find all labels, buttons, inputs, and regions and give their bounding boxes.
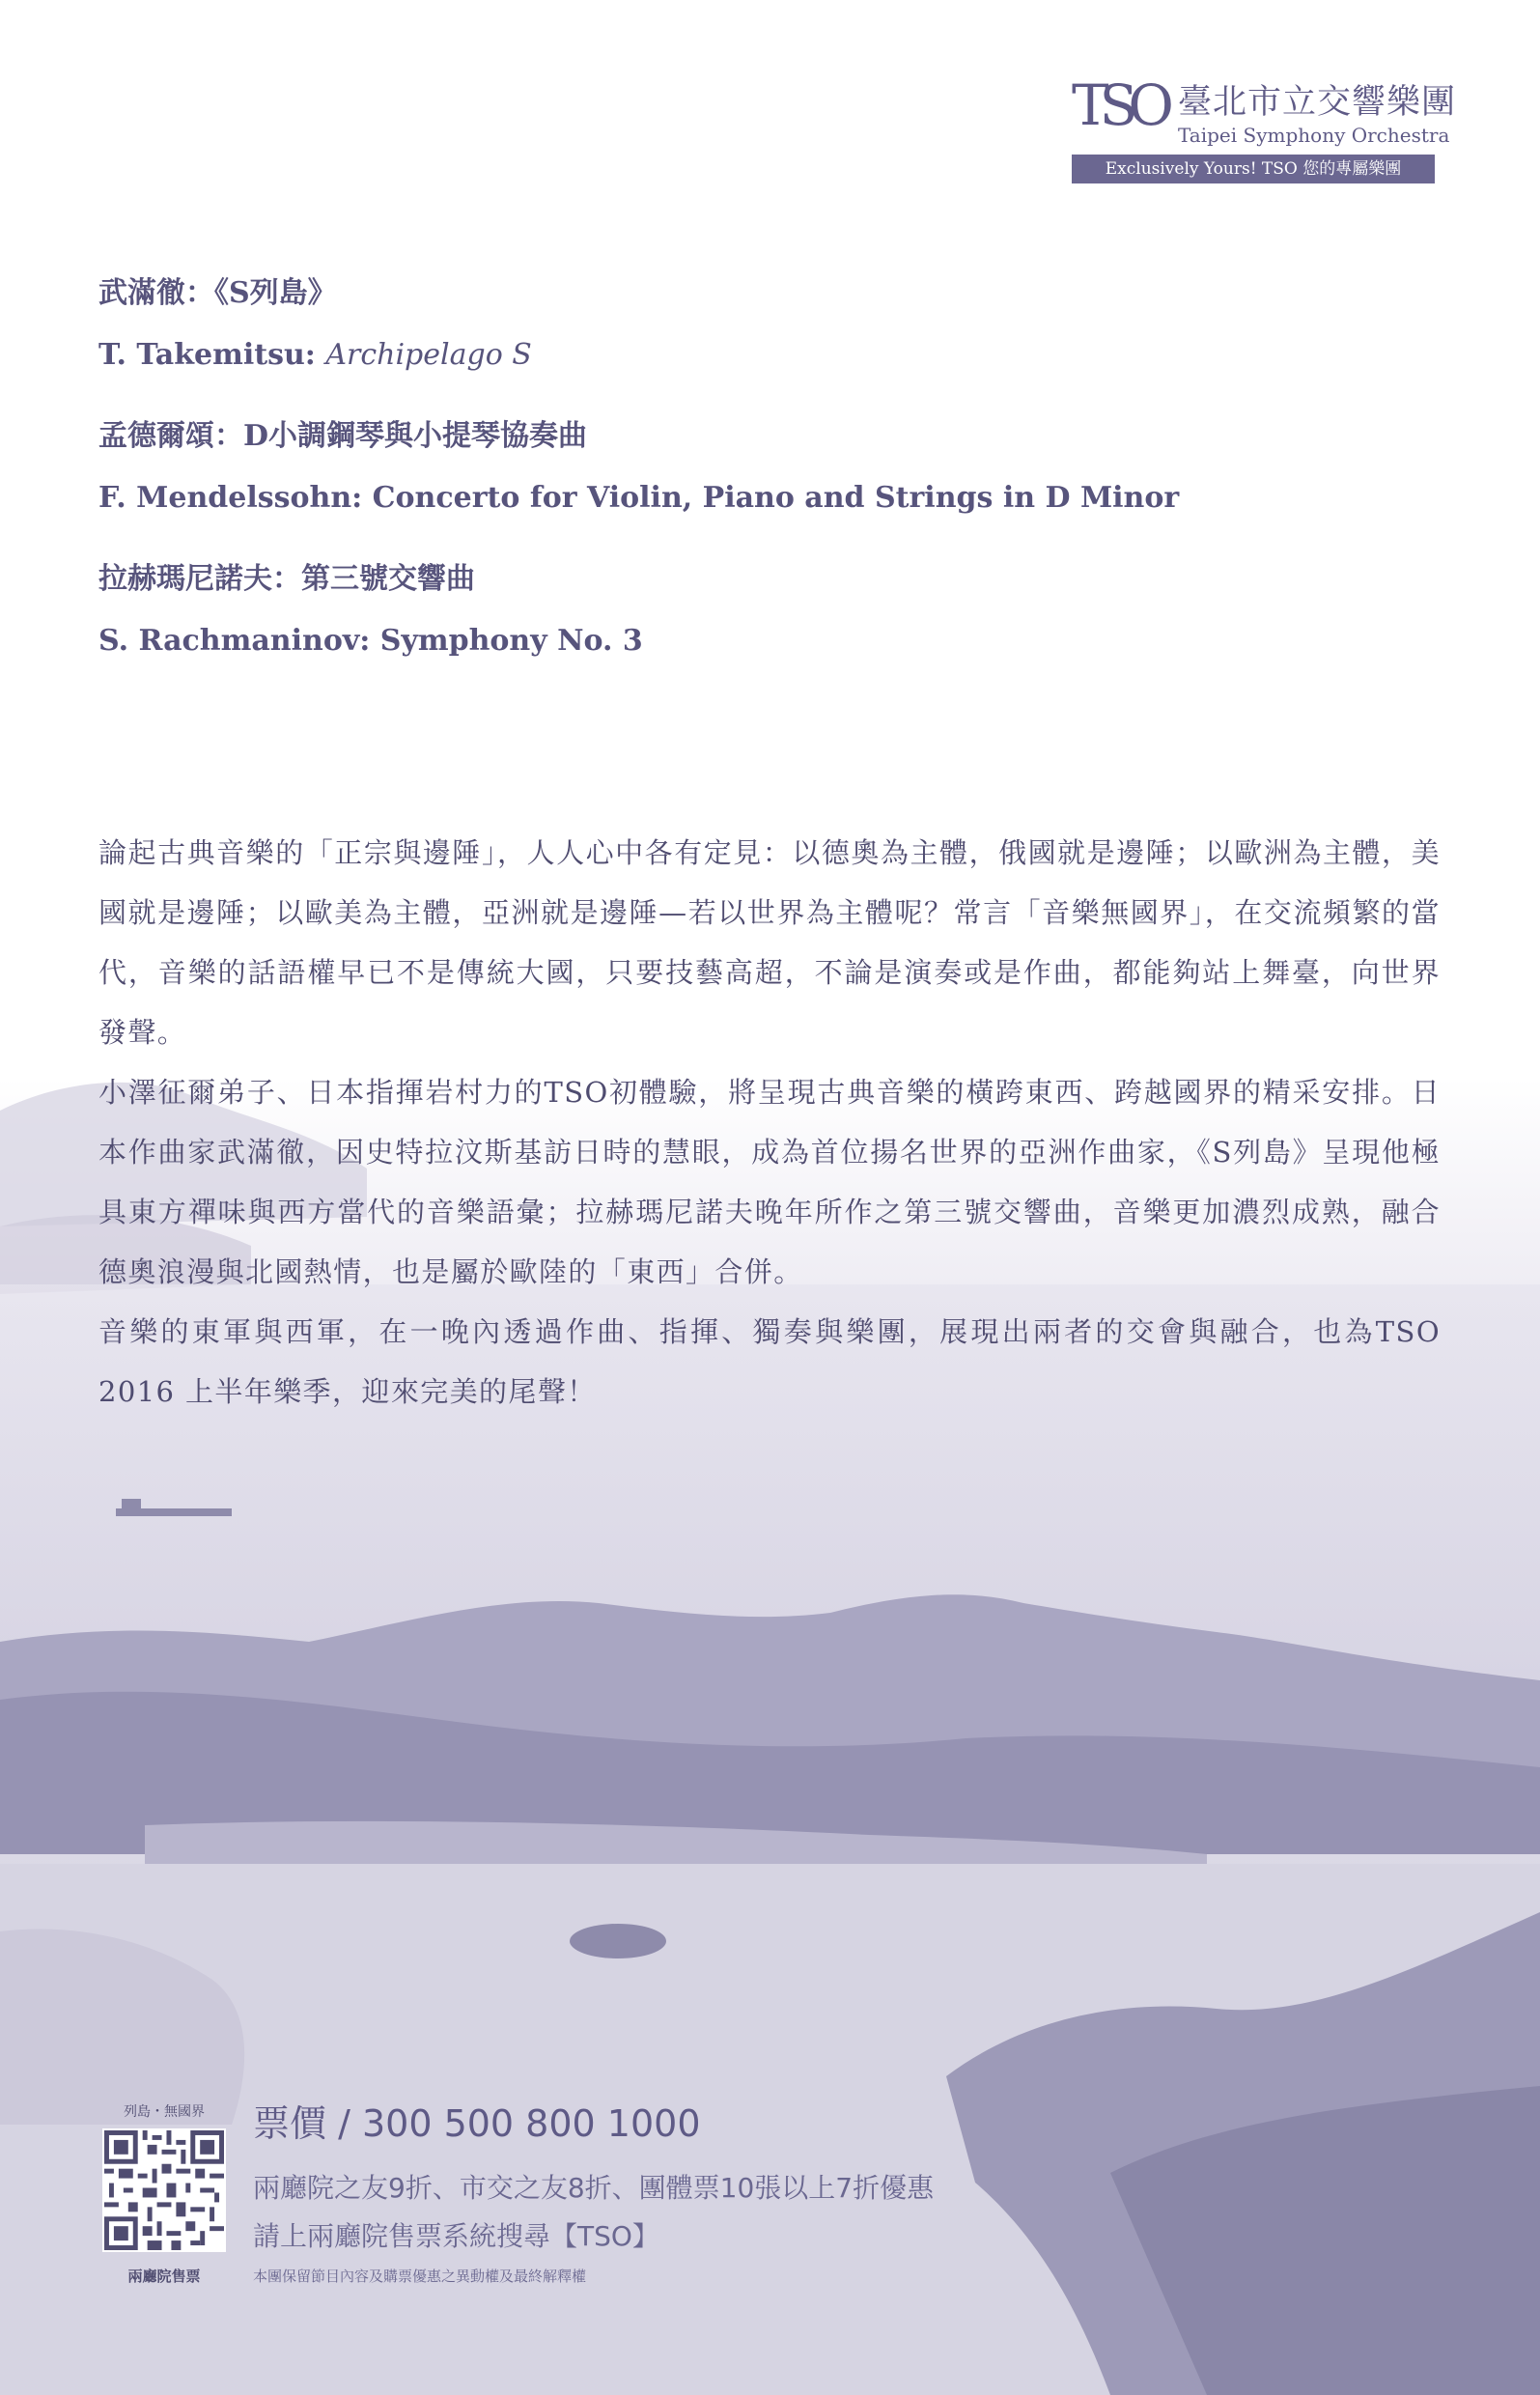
tso-logo	[1072, 70, 1457, 185]
work-title-en	[98, 334, 1354, 377]
orchestra-tagline: Exclusively Yours! TSO 您的專屬樂團	[1072, 155, 1435, 183]
program-item-rachmaninov	[98, 558, 1354, 662]
program-list	[98, 272, 1354, 701]
discount-info: 兩廳院之友9折、市交之友8折、團體票10張以上7折優惠	[253, 2172, 935, 2204]
disclaimer-note: 本團保留節目內容及購票優惠之異動權及最終解釋權	[253, 2268, 587, 2285]
work-title-zh: 拉赫瑪尼諾夫：第三號交響曲	[98, 562, 475, 596]
ticket-price: 票價 / 300 500 800 1000	[253, 2102, 701, 2145]
work-title-en	[98, 620, 1354, 662]
purchase-info: 請上兩廳院售票系統搜尋【TSO】	[253, 2220, 659, 2252]
work-title-italic: Archipelago S	[325, 338, 532, 372]
program-item-mendelssohn	[98, 415, 1354, 520]
qr-caption-bottom: 兩廳院售票	[127, 2268, 201, 2285]
ticket-qr-code[interactable]	[102, 2128, 226, 2252]
orchestra-name-zh: 臺北市立交響樂團	[1178, 83, 1457, 122]
work-title-en	[98, 477, 1354, 520]
work-title-zh: 孟德爾頌：D小調鋼琴與小提琴協奏曲	[98, 419, 588, 453]
work-title-zh: 武滿徹：《S列島》	[98, 276, 337, 310]
description-paragraph: 論起古典音樂的「正宗與邊陲」，人人心中各有定見：以德奧為主體，俄國就是邊陲；以歐洲為主體，美國就是邊陲；以歐美為主體，亞洲就是邊陲—若以世界為主體呢？常言「音樂無國界」，在交流頻繁的當代，音樂的話語權早已不是傳統大國，只要技藝高超，不論是演奏或是作曲，都能夠站上舞臺，向世界發聲。	[98, 836, 1441, 1049]
qr-code-icon	[104, 2130, 224, 2250]
work-composer-en: F. Mendelssohn: Concerto for Violin, Piano and Strings in D Minor	[98, 481, 1180, 515]
description-paragraph: 小澤征爾弟子、日本指揮岩村力的TSO初體驗，將呈現古典音樂的橫跨東西、跨越國界的精采安排。日本作曲家武滿徹，因史特拉汶斯基訪日時的慧眼，成為首位揚名世界的亞洲作曲家，《S列島》呈現他極具東方禪味與西方當代的音樂語彙；拉赫瑪尼諾夫晚年所作之第三號交響曲，音樂更加濃烈成熟，融合德奧浪漫與北國熱情，也是屬於歐陸的「東西」合併。	[98, 1076, 1441, 1288]
qr-caption-top: 列島・無國界	[124, 2104, 205, 2120]
description-paragraph: 音樂的東軍與西軍，在一晚內透過作曲、指揮、獨奏與樂團，展現出兩者的交會與融合，也為TSO 2016 上半年樂季，迎來完美的尾聲！	[98, 1315, 1441, 1408]
work-composer-en: S. Rachmaninov: Symphony No. 3	[98, 624, 643, 658]
tso-logo-mark: TSO	[1072, 72, 1164, 138]
orchestra-name-en: Taipei Symphony Orchestra	[1178, 124, 1450, 147]
program-item-takemitsu	[98, 272, 1354, 377]
work-composer-en: T. Takemitsu:	[98, 338, 326, 372]
concert-description	[98, 823, 1441, 1422]
